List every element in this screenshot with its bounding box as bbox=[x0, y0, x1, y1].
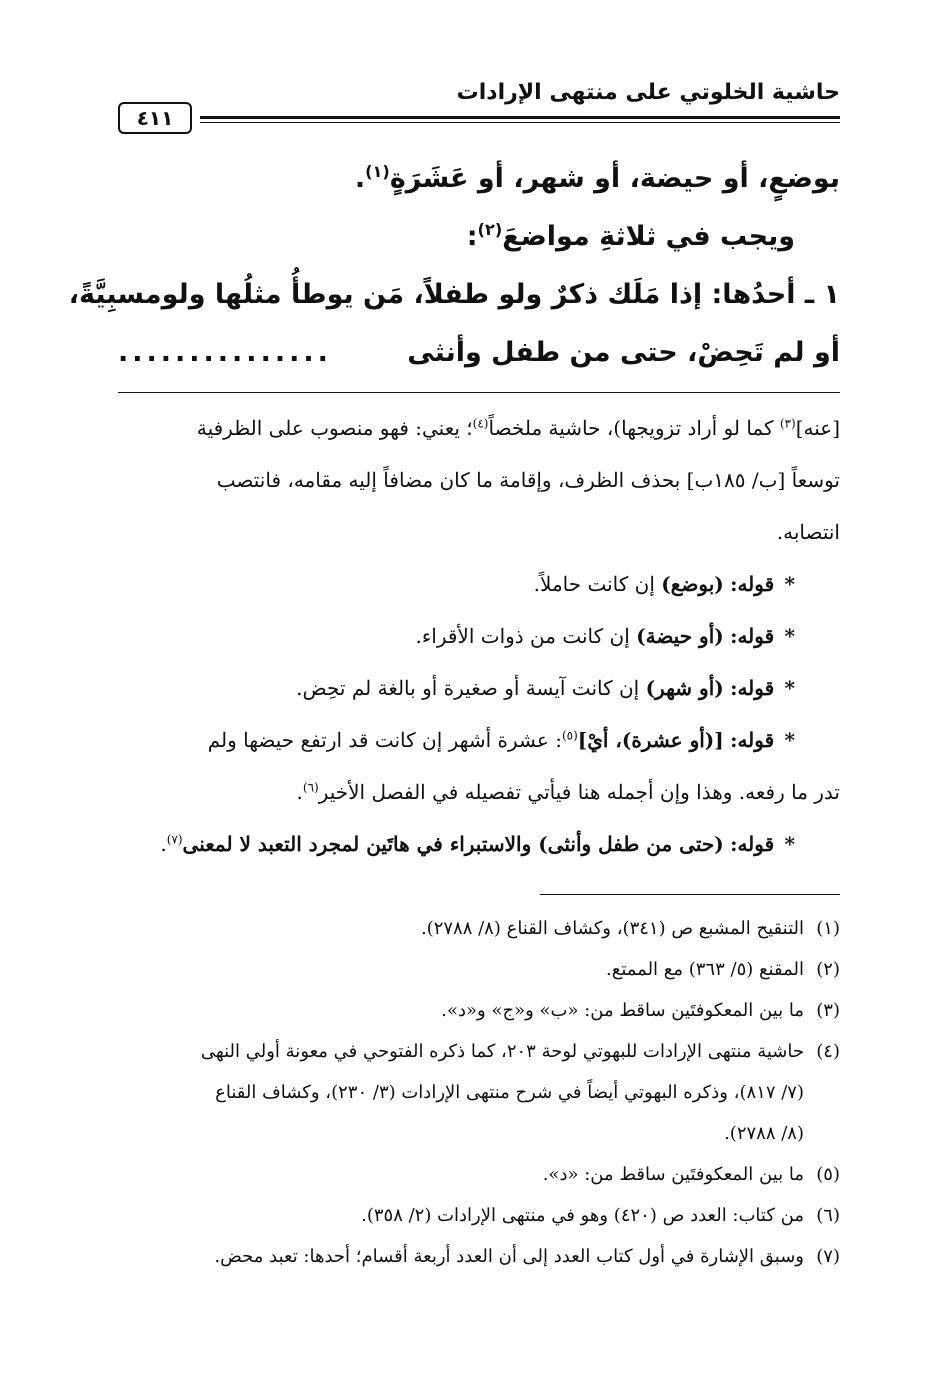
quote-text: : عشرة أشهر إن كانت قد ارتفع حيضها ولم bbox=[207, 728, 562, 752]
footnote-6 bbox=[118, 1195, 840, 1236]
footnote-ref-3: (٣) bbox=[779, 416, 796, 431]
main-line-4 bbox=[118, 324, 840, 382]
quote-label: قوله: bbox=[730, 832, 775, 856]
footnote-4-line-2: (٧/ ٨١٧)، وذكره البهوتي أيضاً في شرح منتهى الإرادات (٣/ ٢٣٠)، وكشاف القناع bbox=[215, 1082, 804, 1103]
main-text-separator bbox=[118, 392, 840, 393]
main-line-1 bbox=[118, 150, 840, 208]
footnote-number: (٦) bbox=[816, 1205, 840, 1226]
footnote-ref-5: (٥) bbox=[561, 728, 578, 743]
footnote-1 bbox=[118, 908, 840, 949]
footnote-text: وسبق الإشارة في أول كتاب العدد إلى أن العدد أربعة أقسام؛ أحدها: تعبد محض. bbox=[214, 1246, 804, 1267]
footnote-number: (٣) bbox=[816, 1000, 840, 1021]
footnote-ref-7: (٧) bbox=[166, 832, 183, 847]
footnote-ref-4: (٤) bbox=[472, 416, 489, 431]
footnote-ref-1: (١) bbox=[365, 162, 390, 181]
quote-item-3 bbox=[118, 662, 840, 714]
quote-text: إن كانت حاملاً. bbox=[533, 572, 655, 596]
footnote-number: (٥) bbox=[816, 1164, 840, 1185]
main-line-3 bbox=[68, 266, 840, 324]
footnote-number: (٢) bbox=[816, 959, 840, 980]
quote-label: قوله: bbox=[730, 676, 775, 700]
quote-text: إن كانت آيسة أو صغيرة أو بالغة لم تحِض. bbox=[296, 676, 640, 700]
quote-item-5 bbox=[118, 818, 840, 870]
quote-item-4 bbox=[118, 714, 840, 766]
footnote-2 bbox=[118, 949, 840, 990]
asterisk-icon: * bbox=[784, 832, 795, 856]
quote-4-continuation: تدر ما رفعه. وهذا وإن أجمله هنا فيأتي تفصيله في الفصل الأخير bbox=[318, 780, 840, 804]
main-line-2 bbox=[118, 208, 840, 266]
header-rule-thin bbox=[200, 122, 840, 123]
commentary bbox=[118, 402, 840, 870]
quote-phrase: (أو شهر) bbox=[645, 676, 724, 700]
footnotes bbox=[118, 908, 840, 1277]
main-line-2-text: ويجب في ثلاثةِ مواضعَ bbox=[502, 221, 795, 252]
quote-item-4-cont bbox=[118, 766, 840, 818]
footnote-text: التنقيح المشبع ص (٣٤١)، وكشاف القناع (٨/ ٢٧٨٨). bbox=[420, 918, 804, 939]
main-line-4-dots: ............... bbox=[118, 337, 332, 368]
commentary-line-3: انتصابه. bbox=[776, 520, 840, 544]
quote-4-end: . bbox=[296, 780, 303, 804]
footnote-text: ما بين المعكوفتَين ساقط من: «د». bbox=[542, 1164, 804, 1185]
quote-label: قوله: bbox=[730, 728, 775, 752]
quote-item-2 bbox=[118, 610, 840, 662]
quote-5-end: . bbox=[160, 832, 167, 856]
quote-phrase: [(أو عشرة)، أيْ] bbox=[577, 728, 724, 752]
commentary-line-1 bbox=[118, 402, 840, 454]
footnote-5 bbox=[118, 1154, 840, 1195]
asterisk-icon: * bbox=[784, 676, 795, 700]
footnote-text: من كتاب: العدد ص (٤٢٠) وهو في منتهى الإرادات (٢/ ٣٥٨). bbox=[361, 1205, 804, 1226]
asterisk-icon: * bbox=[784, 728, 795, 752]
main-text bbox=[68, 150, 840, 382]
commentary-line-2: توسعاً [ب/ ١٨٥ب] بحذف الظرف، وإقامة ما كان مضافاً إليه مقامه، فانتصب bbox=[216, 468, 840, 492]
quote-text: (حتى من طفل وأنثى) والاستبراء في هاتَين لمجرد التعبد لا لمعنى bbox=[182, 832, 724, 856]
main-line-1-end: . bbox=[354, 163, 366, 194]
page-number: ٤١١ bbox=[118, 102, 192, 134]
footnote-text: المقنع (٥/ ٣٦٣) مع الممتع. bbox=[606, 959, 804, 980]
footnote-number: (١) bbox=[816, 918, 840, 939]
footnote-ref-6: (٦) bbox=[302, 780, 319, 795]
footnote-separator bbox=[540, 894, 840, 895]
footnote-4-line-3: (٨/ ٢٧٨٨). bbox=[724, 1123, 804, 1144]
quote-phrase: (أو حيضة) bbox=[636, 624, 724, 648]
asterisk-icon: * bbox=[784, 572, 795, 596]
quote-label: قوله: bbox=[730, 572, 775, 596]
footnote-7 bbox=[118, 1236, 840, 1277]
footnote-ref-2: (٢) bbox=[477, 220, 503, 239]
header-rule bbox=[200, 116, 840, 119]
asterisk-icon: * bbox=[784, 624, 795, 648]
main-line-2-end: : bbox=[466, 221, 478, 252]
footnote-number: (٤) bbox=[816, 1041, 840, 1062]
main-line-4-text: أو لم تَحِضْ، حتى من طفل وأنثى bbox=[407, 337, 840, 368]
main-line-1-text: بوضعٍ، أو حيضة، أو شهر، أو عَشَرَةٍ bbox=[389, 163, 840, 194]
bracket-word: [عنه] bbox=[795, 416, 840, 440]
quote-label: قوله: bbox=[730, 624, 775, 648]
main-line-3-end: مسبِيَّةً، bbox=[68, 279, 162, 310]
quote-phrase: (بوضع) bbox=[661, 572, 724, 596]
footnote-3 bbox=[118, 990, 840, 1031]
footnote-number: (٧) bbox=[816, 1246, 840, 1267]
running-title: حاشية الخلوتي على منتهى الإرادات bbox=[456, 80, 840, 105]
footnote-4 bbox=[118, 1031, 840, 1072]
footnote-text: حاشية منتهى الإرادات للبهوتي لوحة ٢٠٣، كما ذكره الفتوحي في معونة أولي النهى bbox=[200, 1041, 804, 1062]
commentary-line-1-text: كما لو أراد تزويجها)، حاشية ملخصاً bbox=[488, 416, 774, 440]
footnote-text: ما بين المعكوفتَين ساقط من: «ب» و«ج» و«د». bbox=[441, 1000, 804, 1021]
main-line-3-text: ١ ـ أحدُها: إذا مَلَك ذكرٌ ولو طفلاً، مَن يوطأُ مثلُها ولو bbox=[161, 279, 840, 310]
quote-text: إن كانت من ذوات الأقراء. bbox=[415, 624, 630, 648]
quote-item-1 bbox=[118, 558, 840, 610]
commentary-line-1-tail: ؛ يعني: فهو منصوب على الظرفية bbox=[196, 416, 473, 440]
